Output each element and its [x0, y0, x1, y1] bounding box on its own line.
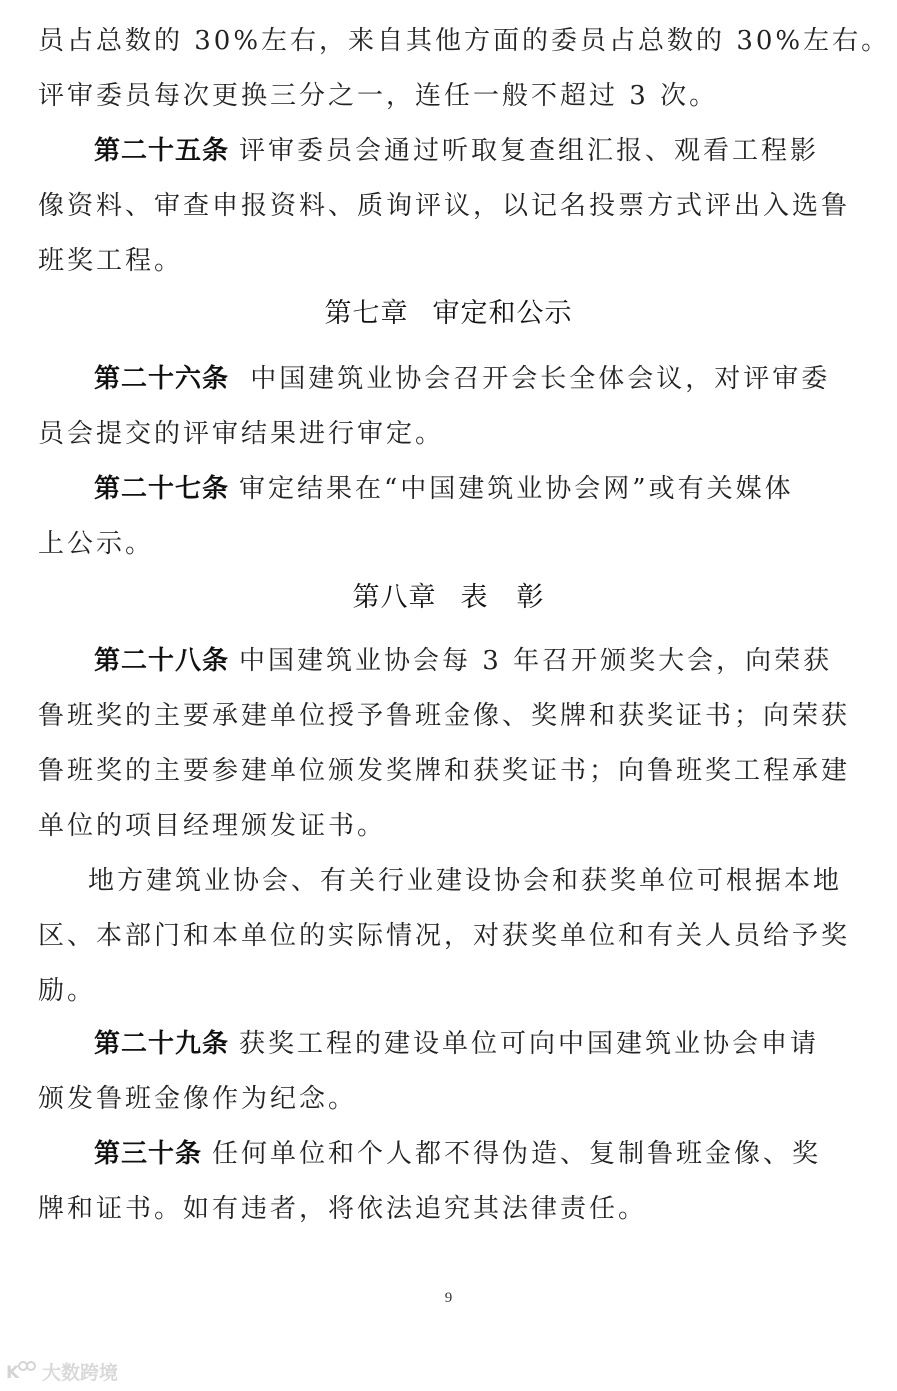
watermark-logo-icon: K — [4, 1361, 38, 1383]
article-text: 评审委员会通过听取复查组汇报、观看工程影 — [239, 136, 820, 166]
paragraph-line: 评审委员每次更换三分之一，连任一般不超过 3 次。 — [38, 81, 719, 111]
article-28 — [94, 641, 852, 681]
chapter-number: 第七章 — [324, 298, 409, 329]
chapter-title: 审定和公示 — [432, 298, 573, 329]
article-label: 第二十五条 — [94, 136, 230, 166]
paragraph-line: 颁发鲁班金像作为纪念。 — [38, 1084, 358, 1114]
article-text: 任何单位和个人都不得伪造、复制鲁班金像、奖 — [212, 1139, 822, 1169]
chapter-heading-7 — [0, 294, 897, 334]
paragraph-line: 单位的项目经理颁发证书。 — [38, 811, 387, 841]
article-label: 第二十七条 — [94, 474, 230, 504]
paragraph-line: 班奖工程。 — [38, 246, 184, 276]
article-text: 中国建筑业协会召开会长全体会议，对评审委 — [239, 364, 831, 394]
watermark-text: 大数跨境 — [42, 1362, 119, 1384]
article-29 — [94, 1024, 852, 1064]
paragraph-line: 上公示。 — [38, 529, 155, 559]
article-30 — [94, 1134, 852, 1174]
paragraph-line: 鲁班奖的主要参建单位颁发奖牌和获奖证书；向鲁班奖工程承建 — [38, 756, 851, 786]
article-26 — [94, 359, 852, 399]
article-text: 中国建筑业协会每 3 年召开颁奖大会，向荣获 — [239, 646, 833, 676]
page-number: 9 — [444, 1290, 453, 1306]
chapter-heading-8 — [0, 578, 897, 618]
article-text: 审定结果在“中国建筑业协会网”或有关媒体 — [239, 474, 794, 504]
paragraph-line: 励。 — [38, 976, 97, 1006]
paragraph-line: 鲁班奖的主要承建单位授予鲁班金像、奖牌和获奖证书；向荣获 — [38, 701, 851, 731]
article-text: 获奖工程的建设单位可向中国建筑业协会申请 — [239, 1029, 820, 1059]
paragraph-line: 牌和证书。如有违者，将依法追究其法律责任。 — [38, 1194, 648, 1224]
article-label: 第二十九条 — [94, 1029, 230, 1059]
article-25 — [94, 131, 852, 171]
article-label: 第二十六条 — [94, 364, 230, 394]
paragraph-line: 员占总数的 30%左右，来自其他方面的委员占总数的 30%左右。 — [38, 26, 891, 56]
paragraph-line: 像资料、审查申报资料、质询评议，以记名投票方式评出入选鲁 — [38, 191, 851, 221]
article-27 — [94, 469, 852, 509]
article-label: 第三十条 — [94, 1139, 203, 1169]
paragraph-line: 区、本部门和本单位的实际情况，对获奖单位和有关人员给予奖 — [38, 921, 851, 951]
chapter-title: 表 彰 — [460, 582, 545, 613]
paragraph-line: 员会提交的评审结果进行审定。 — [38, 419, 445, 449]
paragraph-line: 地方建筑业协会、有关行业建设协会和获奖单位可根据本地 — [88, 866, 843, 896]
watermark — [4, 1358, 118, 1385]
chapter-number: 第八章 — [352, 582, 437, 613]
article-label: 第二十八条 — [94, 646, 230, 676]
